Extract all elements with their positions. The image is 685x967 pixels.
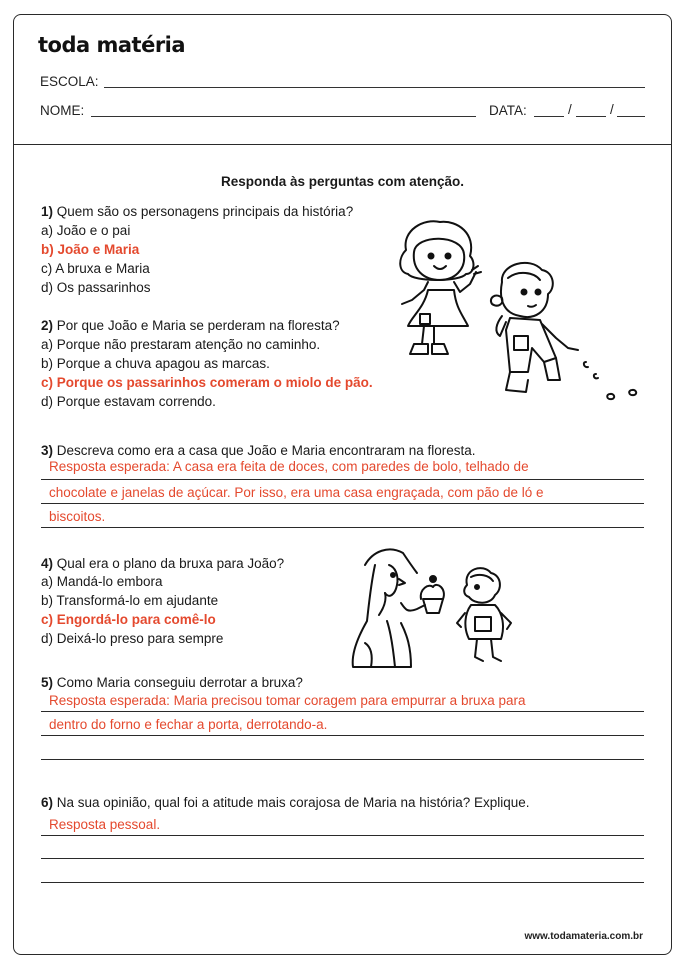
- date-slash: /: [568, 102, 572, 117]
- page-title: Responda às perguntas com atenção.: [220, 174, 465, 189]
- header-separator: [13, 144, 672, 145]
- escola-label: ESCOLA:: [40, 74, 99, 89]
- question-1: [41, 202, 353, 221]
- answer-rule: [41, 503, 644, 504]
- question-number: 2): [41, 318, 54, 333]
- option-4b: b) Transformá-lo em ajudante: [41, 593, 219, 608]
- question-text: Por que João e Maria se perderam na floresta?: [56, 318, 340, 333]
- logo: toda matéria: [38, 33, 186, 57]
- option-2a: a) Porque não prestaram atenção no caminho.: [41, 337, 321, 352]
- data-day-field[interactable]: [534, 116, 564, 117]
- answer-5-line-2[interactable]: dentro do forno e fechar a porta, derrotando-a.: [49, 717, 328, 732]
- data-year-field[interactable]: [617, 116, 645, 117]
- option-2b: b) Porque a chuva apagou as marcas.: [41, 356, 270, 371]
- answer-rule: [41, 711, 644, 712]
- answer-rule: [41, 858, 644, 859]
- question-6: [41, 793, 530, 812]
- question-number: 6): [41, 795, 54, 810]
- data-month-field[interactable]: [576, 116, 606, 117]
- option-2c-correct: c) Porque os passarinhos comeram o miolo de pão.: [41, 375, 373, 390]
- question-5: [41, 673, 303, 692]
- escola-field[interactable]: [104, 87, 645, 88]
- question-number: 3): [41, 443, 54, 458]
- nome-label: NOME:: [40, 103, 85, 118]
- question-number: 1): [41, 204, 54, 219]
- option-1d: d) Os passarinhos: [41, 280, 151, 295]
- option-1b-correct: b) João e Maria: [41, 242, 140, 257]
- option-1c: c) A bruxa e Maria: [41, 261, 150, 276]
- question-3: [41, 441, 476, 460]
- question-text: Qual era o plano da bruxa para João?: [56, 556, 285, 571]
- date-slash: /: [610, 102, 614, 117]
- question-text: Descreva como era a casa que João e Maria encontraram na floresta.: [56, 443, 476, 458]
- footer-url: www.todamateria.com.br: [524, 931, 643, 942]
- answer-rule: [41, 882, 644, 883]
- witch-and-child-illustration: [345, 543, 525, 671]
- answer-3-line-3[interactable]: biscoitos.: [49, 509, 106, 524]
- answer-5-line-1[interactable]: Resposta esperada: Maria precisou tomar coragem para empurrar a bruxa para: [49, 693, 526, 708]
- answer-rule: [41, 527, 644, 528]
- question-text: Quem são os personagens principais da história?: [56, 204, 354, 219]
- question-number: 5): [41, 675, 54, 690]
- option-4c-correct: c) Engordá-lo para comê-lo: [41, 612, 216, 627]
- answer-6-line-1[interactable]: Resposta pessoal.: [49, 817, 161, 832]
- option-4a: a) Mandá-lo embora: [41, 574, 163, 589]
- hansel-gretel-illustration: [384, 212, 646, 412]
- answer-rule: [41, 835, 644, 836]
- answer-3-line-2[interactable]: chocolate e janelas de açúcar. Por isso, era uma casa engraçada, com pão de ló e: [49, 485, 544, 500]
- option-1a: a) João e o pai: [41, 223, 131, 238]
- answer-3-line-1[interactable]: Resposta esperada: A casa era feita de doces, com paredes de bolo, telhado de: [49, 459, 529, 474]
- nome-field[interactable]: [91, 116, 476, 117]
- question-2: [41, 316, 340, 335]
- question-4: [41, 554, 284, 573]
- answer-rule: [41, 735, 644, 736]
- question-text: Como Maria conseguiu derrotar a bruxa?: [56, 675, 303, 690]
- option-2d: d) Porque estavam correndo.: [41, 394, 216, 409]
- question-number: 4): [41, 556, 54, 571]
- option-4d: d) Deixá-lo preso para sempre: [41, 631, 224, 646]
- answer-rule: [41, 479, 644, 480]
- data-label: DATA:: [489, 103, 527, 118]
- answer-rule: [41, 759, 644, 760]
- question-text: Na sua opinião, qual foi a atitude mais corajosa de Maria na história? Explique.: [56, 795, 530, 810]
